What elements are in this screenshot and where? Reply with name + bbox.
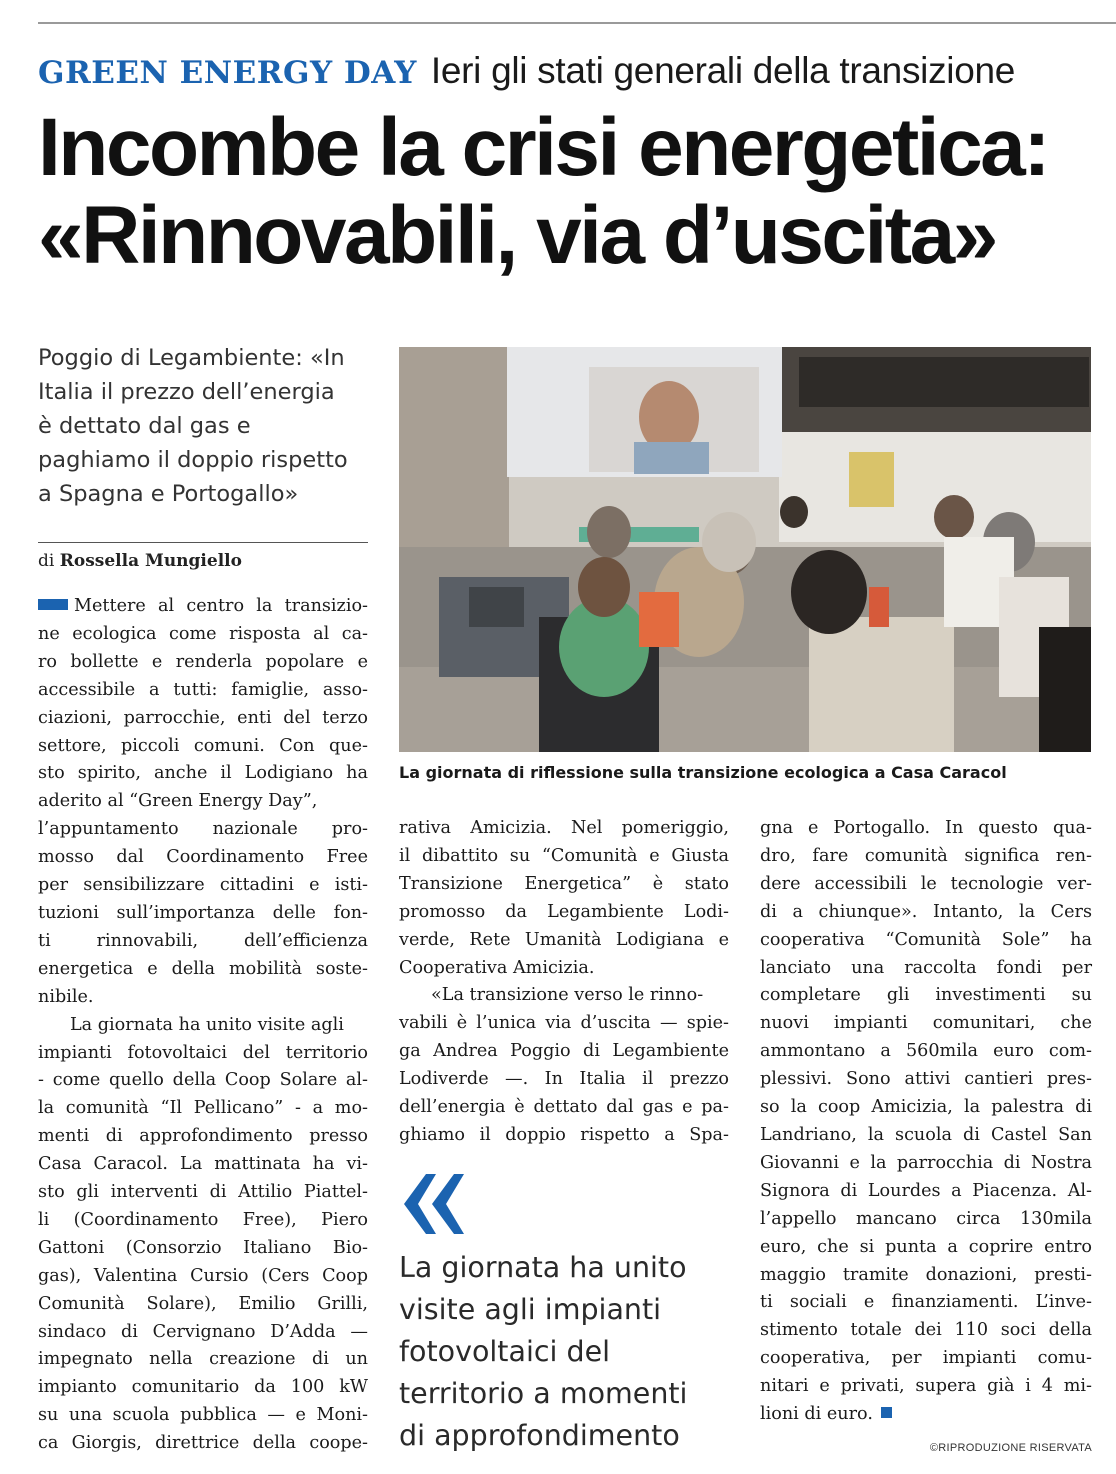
byline-author: Rossella Mungiello xyxy=(59,551,242,571)
kicker xyxy=(38,50,1098,96)
end-of-article-marker xyxy=(881,1407,892,1418)
text-line: nuovi impianti comunitari, che xyxy=(760,1013,1092,1034)
text-line: Lodiverde —. In Italia il prezzo xyxy=(399,1069,729,1090)
text-line: lioni di euro. xyxy=(760,1401,1092,1429)
pull-quote-line: visite agli impianti xyxy=(399,1293,662,1326)
text-line: Mettere al centro la transizio- xyxy=(38,593,368,621)
deck-line: paghiamo il doppio rispetto xyxy=(38,447,348,473)
text-line: tuzioni sull’importanza delle fon- xyxy=(38,902,368,923)
text-line: l’appuntamento nazionale pro- xyxy=(38,819,368,840)
headline xyxy=(38,104,1108,280)
text-line: impegnato nella creazione di un xyxy=(38,1349,368,1370)
text-line: «La transizione verso le rinno- xyxy=(431,985,704,1006)
text-line: ghiamo il doppio rispetto a Spa- xyxy=(399,1124,729,1145)
body-column-1 xyxy=(38,593,368,1458)
pull-quote xyxy=(399,1247,729,1457)
text-line: per sensibilizzare cittadini e isti- xyxy=(38,875,368,896)
text-line: la comunità “Il Pellicano” - a mo- xyxy=(38,1098,368,1119)
byline xyxy=(38,551,242,571)
text-line: plessivi. Sono attivi cantieri pres- xyxy=(760,1069,1092,1090)
pull-quote-line: territorio a momenti xyxy=(399,1377,688,1410)
text-line: ca Giorgis, direttrice della coope- xyxy=(38,1433,368,1454)
text-line: rativa Amicizia. Nel pomeriggio, xyxy=(399,818,729,838)
text-line: ti rinnovabili, dell’efficienza xyxy=(38,930,368,951)
text-line: Transizione Energetica” è stato xyxy=(399,873,729,894)
text-line: stimento totale dei 110 soci della xyxy=(760,1320,1092,1341)
text-line: Gattoni (Consorzio Italiano Bio- xyxy=(38,1237,368,1258)
pull-quote-line: fotovoltaici del xyxy=(399,1335,611,1368)
text-line: Landriano, la scuola di Castel San xyxy=(760,1124,1092,1145)
text-line: ciazioni, parrocchie, enti del terzo xyxy=(38,707,368,728)
text-line: completare gli investimenti su xyxy=(760,985,1092,1006)
text-line: euro, che si punta a coprire entro xyxy=(760,1236,1092,1257)
text-line: La giornata ha unito visite agli xyxy=(70,1014,344,1035)
article-photo xyxy=(399,347,1091,752)
text-line: lanciato una raccolta fondi per xyxy=(760,957,1092,978)
section-tag: GREEN ENERGY DAY xyxy=(38,55,417,91)
text-line: Casa Caracol. La mattinata ha vi- xyxy=(38,1154,368,1175)
text-line: su una scuola pubblica — e Moni- xyxy=(38,1405,368,1426)
text-line: Comunità Solare), Emilio Grilli, xyxy=(38,1293,368,1314)
quote-mark-icon xyxy=(396,1170,466,1238)
photo-caption: La giornata di riflessione sulla transizione ecologica a Casa Caracol xyxy=(399,763,1007,782)
text-line: energetica e della mobilità soste- xyxy=(38,958,368,979)
text-line: ro bollette e renderla popolare e xyxy=(38,651,368,672)
text-line: nitari e privati, supera già i 4 mi- xyxy=(760,1376,1092,1397)
text-line: dell’energia è dettato dal gas e pa- xyxy=(399,1097,729,1118)
text-line: cooperativa “Comunità Sole” ha xyxy=(760,929,1092,950)
deck-line: Poggio di Legambiente: «In xyxy=(38,345,345,371)
text-line: gas), Valentina Cursio (Cers Coop xyxy=(38,1265,368,1286)
text-line: mosso dal Coordinamento Free xyxy=(38,847,368,868)
text-line: ti sociali e finanziamenti. L’inve- xyxy=(760,1292,1092,1313)
text-line: vabili è l’unica via d’uscita — spie- xyxy=(399,1013,729,1034)
paragraph-marker xyxy=(38,599,68,610)
text-line: promosso da Legambiente Lodi- xyxy=(399,901,729,922)
text-line: ammontano a 560mila euro com- xyxy=(760,1041,1092,1062)
text-line: l’appello mancano circa 130mila xyxy=(760,1208,1092,1229)
deck-line: a Spagna e Portogallo» xyxy=(38,481,299,507)
text-line: so la coop Amicizia, la palestra di xyxy=(760,1097,1092,1118)
text-line: ne ecologica come risposta al ca- xyxy=(38,623,368,644)
text-line: Giovanni e la parrocchia di Nostra xyxy=(760,1152,1092,1173)
text-line: verde, Rete Umanità Lodigiana e xyxy=(399,929,729,950)
photo-illustration xyxy=(399,347,1091,752)
text-line: menti di approfondimento presso xyxy=(38,1126,368,1147)
text-line: di a chiunque». Intanto, la Cers xyxy=(760,901,1092,922)
text-line: - come quello della Coop Solare al- xyxy=(38,1070,368,1091)
text-line: dro, fare comunità significa ren- xyxy=(760,845,1092,866)
text-line: cooperativa, per impianti comu- xyxy=(760,1348,1092,1369)
text-line: accessibile a tutti: famiglie, asso- xyxy=(38,679,368,700)
kicker-text: Ieri gli stati generali della transizione xyxy=(430,50,1016,91)
text-line: sto spirito, anche il Lodigiano ha xyxy=(38,763,368,784)
text-line: Signora di Lourdes a Piacenza. Al- xyxy=(760,1180,1092,1201)
body-column-3 xyxy=(760,815,1092,1429)
text-line: settore, piccoli comuni. Con que- xyxy=(38,735,368,756)
text-line: maggio tramite donazioni, presti- xyxy=(760,1264,1092,1285)
text-line: dere accessibili le tecnologie ver- xyxy=(760,873,1092,894)
text-line: Cooperativa Amicizia. xyxy=(399,957,595,978)
text-line: impianti fotovoltaici del territorio xyxy=(38,1042,368,1063)
text-line: impianto comunitario da 100 kW xyxy=(38,1377,368,1398)
headline-line: «Rinnovabili, via d’uscita» xyxy=(38,190,996,281)
text-line: li (Coordinamento Free), Piero xyxy=(38,1209,368,1230)
text-line: aderito al “Green Energy Day”, xyxy=(38,791,318,812)
deck-line: Italia il prezzo dell’energia xyxy=(38,379,335,405)
text-line: sindaco di Cervignano D’Adda — xyxy=(38,1321,368,1342)
byline-rule xyxy=(38,542,368,543)
pull-quote-line: La giornata ha unito xyxy=(399,1251,687,1284)
headline-line: Incombe la crisi energetica: xyxy=(38,102,1049,193)
pull-quote-line: di approfondimento xyxy=(399,1419,680,1452)
top-rule xyxy=(38,22,1116,24)
text-line: gna e Portogallo. In questo qua- xyxy=(760,818,1092,838)
text-line: sto gli interventi di Attilio Piattel- xyxy=(38,1182,368,1203)
text-line: il dibattito su “Comunità e Giusta xyxy=(399,845,729,866)
copyright-notice: ©RIPRODUZIONE RISERVATA xyxy=(929,1442,1092,1454)
text-line: nibile. xyxy=(38,986,94,1007)
deck xyxy=(38,341,373,511)
body-column-2 xyxy=(399,815,729,1150)
deck-line: è dettato dal gas e xyxy=(38,413,251,439)
text-line: ga Andrea Poggio di Legambiente xyxy=(399,1041,729,1062)
byline-prefix: di xyxy=(38,551,55,571)
